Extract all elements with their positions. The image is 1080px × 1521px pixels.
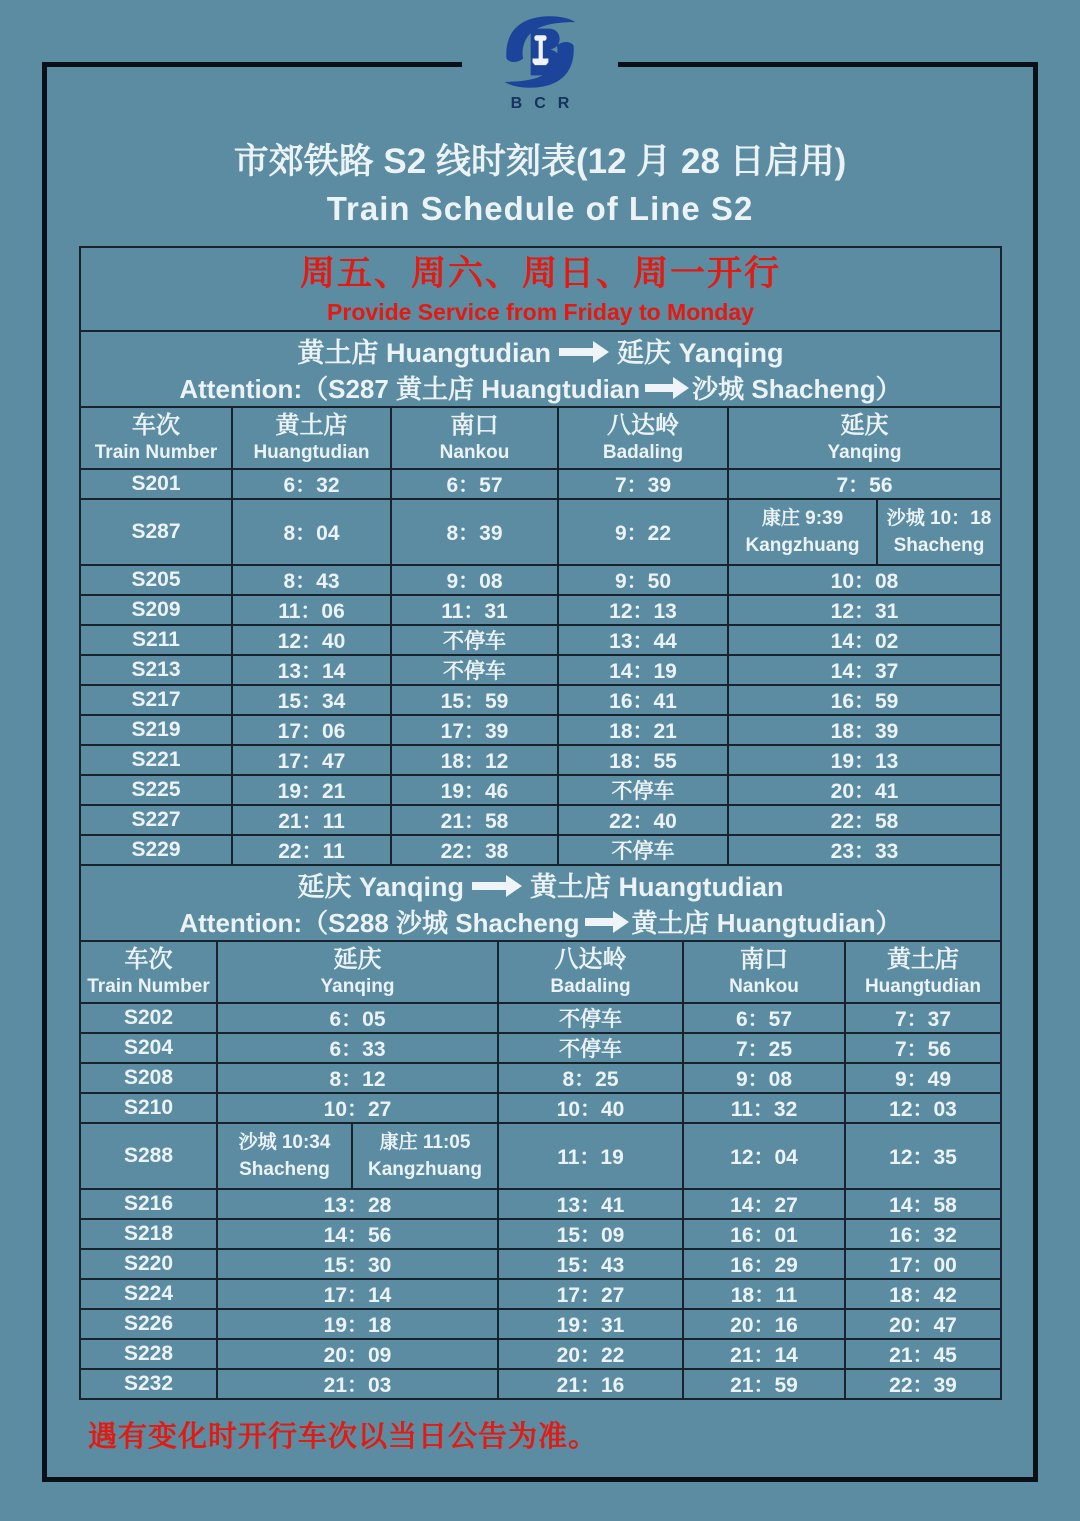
timetable-huangtudian-to-yanqing: [81, 408, 1000, 866]
time-cell: 7：56: [729, 470, 1000, 500]
time-cell: 19：18: [218, 1310, 499, 1340]
time-cell: 22：40: [559, 806, 729, 836]
time-cell: 18：11: [684, 1280, 846, 1310]
attention-note: [81, 373, 1000, 406]
train-number-cell: S213: [81, 656, 233, 686]
train-number-cell: S205: [81, 566, 233, 596]
time-cell: 20：16: [684, 1310, 846, 1340]
train-number-cell: S204: [81, 1034, 218, 1064]
time-cell: 19：31: [499, 1310, 684, 1340]
time-cell: 11：31: [392, 596, 559, 626]
time-cell: 20：41: [729, 776, 1000, 806]
time-cell: 8：39: [392, 500, 559, 566]
time-cell: 17：39: [392, 716, 559, 746]
time-cell: 23：33: [729, 836, 1000, 866]
time-cell: 21：14: [684, 1340, 846, 1370]
time-cell: 17：27: [499, 1280, 684, 1310]
time-cell: 8：43: [233, 566, 392, 596]
time-cell: 17：47: [233, 746, 392, 776]
train-number-cell: S232: [81, 1370, 218, 1400]
time-cell: 14：02: [729, 626, 1000, 656]
column-header: 延庆 Yanqing: [729, 408, 1000, 470]
no-stop-cell: 不停车: [392, 656, 559, 686]
time-cell: 9：50: [559, 566, 729, 596]
time-cell: 21：11: [233, 806, 392, 836]
train-number-cell: S220: [81, 1250, 218, 1280]
time-cell: 10：40: [499, 1094, 684, 1124]
time-cell: 7：25: [684, 1034, 846, 1064]
time-cell: 12：40: [233, 626, 392, 656]
time-cell: 6：33: [218, 1034, 499, 1064]
time-cell: 18：42: [846, 1280, 1000, 1310]
time-cell: 14：56: [218, 1220, 499, 1250]
time-cell: 22：58: [729, 806, 1000, 836]
time-cell: 12：04: [684, 1124, 846, 1190]
train-number-cell: S225: [81, 776, 233, 806]
time-cell: 17：00: [846, 1250, 1000, 1280]
direction-from: 延庆 Yanqing: [297, 872, 465, 902]
right-arrow-icon: [559, 341, 609, 363]
train-number-cell: S287: [81, 500, 233, 566]
direction-to: 黄土店 Huangtudian: [530, 872, 784, 902]
direction-from: 黄土店 Huangtudian: [297, 338, 551, 368]
time-cell: 8：25: [499, 1064, 684, 1094]
time-cell: 6：05: [218, 1004, 499, 1034]
attention-text-left: Attention:（S287 黄土店 Huangtudian: [179, 374, 641, 404]
time-cell: 9：08: [684, 1064, 846, 1094]
time-cell: 18：21: [559, 716, 729, 746]
train-number-cell: S288: [81, 1124, 218, 1190]
train-number-cell: S229: [81, 836, 233, 866]
time-cell: 13：41: [499, 1190, 684, 1220]
train-number-cell: S208: [81, 1064, 218, 1094]
time-cell: 14：19: [559, 656, 729, 686]
direction-to: 延庆 Yanqing: [616, 338, 784, 368]
time-cell: 21：03: [218, 1370, 499, 1400]
page-title-en: Train Schedule of Line S2: [326, 190, 754, 227]
time-cell: 21：16: [499, 1370, 684, 1400]
direction-line: [81, 866, 1000, 907]
time-cell: 21：59: [684, 1370, 846, 1400]
time-cell: 7：37: [846, 1004, 1000, 1034]
time-cell: 15：59: [392, 686, 559, 716]
time-cell: 14：27: [684, 1190, 846, 1220]
direction-heading-2: [81, 866, 1000, 942]
bcr-logo-mark: [492, 10, 588, 94]
time-cell: 7：56: [846, 1034, 1000, 1064]
time-cell: 10：08: [729, 566, 1000, 596]
column-header: 南口 Nankou: [684, 942, 846, 1004]
train-number-cell: S202: [81, 1004, 218, 1034]
time-cell: 15：34: [233, 686, 392, 716]
train-number-cell: S210: [81, 1094, 218, 1124]
train-number-cell: S217: [81, 686, 233, 716]
time-cell: 18：39: [729, 716, 1000, 746]
time-cell: 15：43: [499, 1250, 684, 1280]
time-cell: 6：57: [392, 470, 559, 500]
time-cell: 16：32: [846, 1220, 1000, 1250]
time-cell: 11：32: [684, 1094, 846, 1124]
time-cell: 22：38: [392, 836, 559, 866]
station-time-cell: 康庄 9:39 Kangzhuang: [729, 500, 878, 566]
time-cell: 16：41: [559, 686, 729, 716]
train-number-cell: S219: [81, 716, 233, 746]
footer-note: 遇有变化时开行车次以当日公告为准。: [88, 1421, 599, 1453]
time-cell: 12：03: [846, 1094, 1000, 1124]
time-cell: 19：21: [233, 776, 392, 806]
time-cell: 17：06: [233, 716, 392, 746]
bcr-logo: [462, 10, 618, 116]
attention-text-right: 沙城 Shacheng）: [692, 374, 902, 404]
time-cell: 6：57: [684, 1004, 846, 1034]
bcr-logo-text: BCR: [510, 95, 582, 112]
timetable-yanqing-to-huangtudian: [81, 942, 1000, 1400]
column-header: 黄土店 Huangtudian: [233, 408, 392, 470]
direction-heading-1: [81, 332, 1000, 408]
time-cell: 14：58: [846, 1190, 1000, 1220]
station-time-cell: 沙城 10：18 Shacheng: [878, 500, 1000, 566]
time-cell: 14：37: [729, 656, 1000, 686]
train-number-cell: S218: [81, 1220, 218, 1250]
time-cell: 16：29: [684, 1250, 846, 1280]
time-cell: 8：12: [218, 1064, 499, 1094]
time-cell: 17：14: [218, 1280, 499, 1310]
column-header: 南口 Nankou: [392, 408, 559, 470]
time-cell: 16：59: [729, 686, 1000, 716]
direction-line: [81, 332, 1000, 373]
train-number-cell: S216: [81, 1190, 218, 1220]
time-cell: 6：32: [233, 470, 392, 500]
column-header: 车次 Train Number: [81, 408, 233, 470]
time-cell: 8：04: [233, 500, 392, 566]
right-arrow-icon: [645, 377, 687, 399]
train-number-cell: S201: [81, 470, 233, 500]
time-cell: 15：30: [218, 1250, 499, 1280]
time-cell: 21：45: [846, 1340, 1000, 1370]
service-days-notice: [81, 248, 1000, 332]
train-number-cell: S221: [81, 746, 233, 776]
train-number-cell: S226: [81, 1310, 218, 1340]
time-cell: 20：09: [218, 1340, 499, 1370]
time-cell: 22：11: [233, 836, 392, 866]
column-header: 八达岭 Badaling: [499, 942, 684, 1004]
train-number-cell: S211: [81, 626, 233, 656]
no-stop-cell: 不停车: [392, 626, 559, 656]
train-number-cell: S228: [81, 1340, 218, 1370]
time-cell: 18：55: [559, 746, 729, 776]
train-number-cell: S209: [81, 596, 233, 626]
no-stop-cell: 不停车: [559, 836, 729, 866]
attention-note: [81, 907, 1000, 940]
column-header: 八达岭 Badaling: [559, 408, 729, 470]
time-cell: 15：09: [499, 1220, 684, 1250]
time-cell: 13：28: [218, 1190, 499, 1220]
attention-text-left: Attention:（S288 沙城 Shacheng: [179, 908, 580, 938]
time-cell: 12：31: [729, 596, 1000, 626]
time-cell: 11：19: [499, 1124, 684, 1190]
train-number-cell: S227: [81, 806, 233, 836]
time-cell: 13：14: [233, 656, 392, 686]
time-cell: 9：49: [846, 1064, 1000, 1094]
column-header: 延庆 Yanqing: [218, 942, 499, 1004]
time-cell: 12：35: [846, 1124, 1000, 1190]
time-cell: 13：44: [559, 626, 729, 656]
service-days-notice-zh: 周五、周六、周日、周一开行: [299, 254, 781, 293]
time-cell: 10：27: [218, 1094, 499, 1124]
time-cell: 9：08: [392, 566, 559, 596]
station-time-cell: 康庄 11:05 Kangzhuang: [353, 1124, 499, 1190]
service-days-notice-en: Provide Service from Friday to Monday: [327, 299, 754, 325]
no-stop-cell: 不停车: [559, 776, 729, 806]
time-cell: 11：06: [233, 596, 392, 626]
no-stop-cell: 不停车: [499, 1034, 684, 1064]
time-cell: 20：47: [846, 1310, 1000, 1340]
right-arrow-icon: [585, 911, 627, 933]
time-cell: 19：46: [392, 776, 559, 806]
schedule-panel: [79, 246, 1002, 1400]
attention-text-right: 黄土店 Huangtudian）: [631, 908, 902, 938]
column-header: 车次 Train Number: [81, 942, 218, 1004]
time-cell: 20：22: [499, 1340, 684, 1370]
time-cell: 12：13: [559, 596, 729, 626]
time-cell: 7：39: [559, 470, 729, 500]
time-cell: 19：13: [729, 746, 1000, 776]
station-time-cell: 沙城 10:34 Shacheng: [218, 1124, 353, 1190]
time-cell: 21：58: [392, 806, 559, 836]
train-number-cell: S224: [81, 1280, 218, 1310]
right-arrow-icon: [472, 875, 522, 897]
time-cell: 16：01: [684, 1220, 846, 1250]
column-header: 黄土店 Huangtudian: [846, 942, 1000, 1004]
page-title-zh: 市郊铁路 S2 线时刻表(12 月 28 日启用): [233, 142, 847, 181]
time-cell: 22：39: [846, 1370, 1000, 1400]
no-stop-cell: 不停车: [499, 1004, 684, 1034]
time-cell: 9：22: [559, 500, 729, 566]
time-cell: 18：12: [392, 746, 559, 776]
